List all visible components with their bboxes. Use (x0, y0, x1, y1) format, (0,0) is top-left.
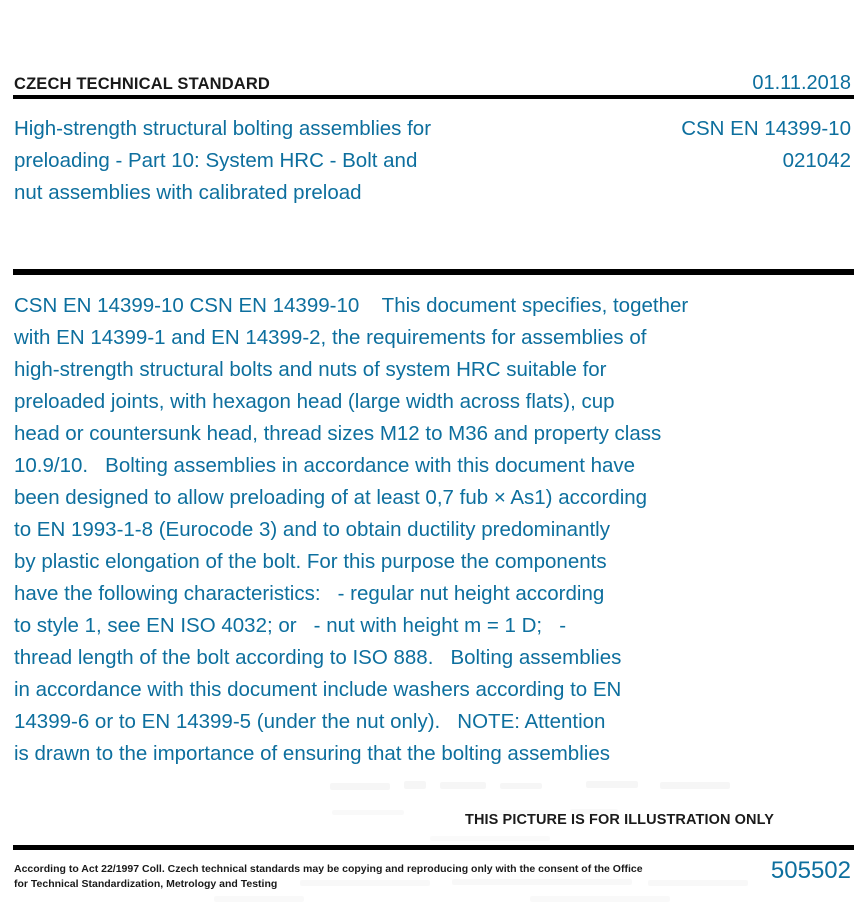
abstract-line: in accordance with this document include washers according to EN (14, 678, 622, 701)
standard-designation: CSN EN 14399-10 (681, 117, 851, 140)
copyright-line: for Technical Standardization, Metrology and Testing (14, 878, 278, 890)
title-line: preloading - Part 10: System HRC - Bolt and (14, 149, 418, 172)
copyright-notice (14, 862, 643, 892)
illustration-disclaimer: THIS PICTURE IS FOR ILLUSTRATION ONLY (464, 812, 774, 828)
abstract-line: CSN EN 14399-10 CSN EN 14399-10 This document specifies, together (14, 294, 689, 317)
abstract-line: by plastic elongation of the bolt. For this purpose the components (14, 550, 607, 573)
title-line: High-strength structural bolting assemblies for (14, 117, 432, 140)
abstract-line: preloaded joints, with hexagon head (large width across flats), cup (14, 390, 615, 413)
abstract-line: thread length of the bolt according to ISO 888. Bolting assemblies (14, 646, 622, 669)
publication-date: 01.11.2018 (752, 72, 851, 94)
abstract-line: 10.9/10. Bolting assemblies in accordance with this document have (14, 454, 636, 477)
title-line: nut assemblies with calibrated preload (14, 181, 362, 204)
abstract-line: have the following characteristics: - regular nut height according (14, 582, 605, 605)
standard-type-label: CZECH TECHNICAL STANDARD (14, 75, 270, 93)
abstract-line: to EN 1993-1-8 (Eurocode 3) and to obtain ductility predominantly (14, 518, 610, 541)
abstract-divider-rule (13, 269, 854, 275)
copyright-line: According to Act 22/1997 Coll. Czech technical standards may be copying and reproducing only with the consent of the Office (14, 863, 643, 875)
footer-divider-rule (13, 845, 854, 850)
abstract-line: is drawn to the importance of ensuring that the bolting assemblies (14, 742, 610, 765)
title-block (14, 113, 851, 209)
document-footer (14, 857, 851, 892)
order-code: 505502 (770, 857, 851, 884)
classification-code: 021042 (782, 149, 851, 172)
standard-identifiers (681, 113, 851, 177)
abstract-line: high-strength structural bolts and nuts of system HRC suitable for (14, 358, 607, 381)
standard-title (14, 113, 431, 209)
abstract-line: with EN 14399-1 and EN 14399-2, the requirements for assemblies of (14, 326, 647, 349)
abstract-line: 14399-6 or to EN 14399-5 (under the nut only). NOTE: Attention (14, 710, 606, 733)
abstract-text (14, 290, 794, 770)
abstract-line: head or countersunk head, thread sizes M12 to M36 and property class (14, 422, 662, 445)
abstract-line: to style 1, see EN ISO 4032; or - nut with height m = 1 D; - (14, 614, 567, 637)
document-header (14, 72, 851, 95)
header-divider-rule (13, 95, 854, 99)
abstract-line: been designed to allow preloading of at least 0,7 fub × As1) according (14, 486, 648, 509)
